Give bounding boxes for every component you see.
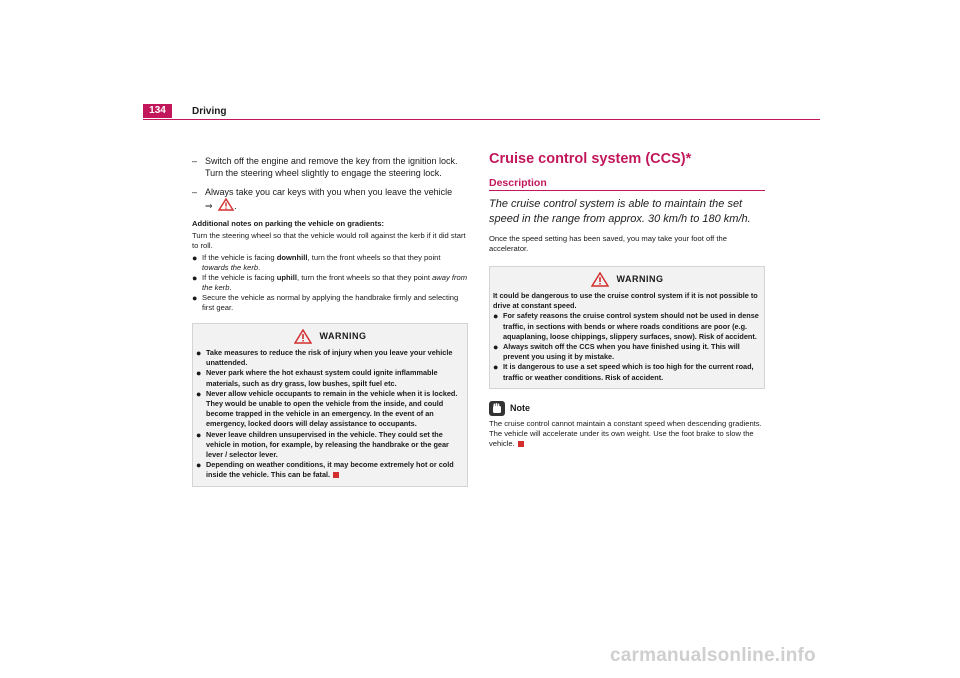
end-of-section-icon	[518, 441, 524, 447]
instruction-step: – Switch off the engine and remove the key from the ignition lock. Turn the steering wheel slightly to engage the steering lock.	[192, 155, 468, 179]
warning-item: ● Never leave children unsupervised in the vehicle. They could set the vehicle in motion, for example, by releasing the handbrake or the gear lever / selector lever.	[196, 429, 449, 460]
warning-item: ● Never park where the hot exhaust system could ignite inflammable materials, such as dry grass, low bushes, spilt fuel etc.	[196, 368, 438, 388]
gradient-heading: Additional notes on parking the vehicle on gradients:	[192, 219, 384, 228]
warning-item: ● For safety reasons the cruise control system should not be used in dense traffic, in sections with bends or where roads conditions are poor (e.g. aquaplaning, loose chippings, slippery surfaces, snow). Risk of accident.	[493, 311, 759, 341]
warning-title: WARNING	[616, 274, 664, 285]
warning-item: ● Always switch off the CCS when you have finished using it. This will prevent you using it by mistake.	[493, 342, 740, 362]
gradient-intro: Turn the steering wheel so that the vehicle would roll against the kerb if it did start to roll.	[192, 231, 466, 250]
cross-ref-arrow[interactable]: ⇒	[205, 201, 213, 211]
step-text: Always take you car keys with you when you leave the vehicle	[205, 187, 453, 197]
bullet-icon: ●	[192, 253, 198, 263]
note-heading	[489, 401, 765, 416]
list-item: ● If the vehicle is facing downhill, turn the front wheels so that they point towards the kerb.	[192, 253, 441, 272]
note-text: The cruise control cannot maintain a constant speed when descending gradients. The vehicle will accelerate under its own weight. Use the foot brake to slow the vehicle.	[489, 418, 762, 448]
right-column	[489, 151, 765, 449]
section-title: Description	[489, 178, 765, 191]
warning-item: ● Never allow vehicle occupants to remain in the vehicle when it is locked. They would be unable to open the vehicle from the inside, and could become trapped in the vehicle in an emergency. In the event of an emergency, locked doors will delay assistance to occupants.	[196, 388, 458, 429]
warning-ref-icon[interactable]	[218, 198, 234, 211]
warning-intro: It could be dangerous to use the cruise control system if it is not possible to drive at constant speed.	[493, 291, 758, 311]
chapter-title: Cruise control system (CCS)*	[489, 151, 692, 167]
bullet-icon: ●	[192, 293, 198, 303]
watermark: carmanualsonline.info	[610, 645, 816, 666]
step-text: Switch off the engine and remove the key from the ignition lock. Turn the steering wheel slightly to engage the steering lock.	[205, 156, 458, 178]
end-of-section-icon	[333, 472, 339, 478]
list-item: ● If the vehicle is facing uphill, turn the front wheels so that they point away from the kerb.	[192, 273, 468, 292]
lead-text: The cruise control system is able to maintain the set speed in the range from approx. 30 km/h to 180 km/h.	[489, 198, 751, 225]
note-title: Note	[510, 403, 530, 414]
bullet-icon: ●	[192, 273, 198, 283]
instruction-step: – Always take you car keys with you when you leave the vehicle ⇒ .	[192, 187, 453, 211]
warning-triangle-icon	[591, 272, 609, 287]
warning-title: WARNING	[319, 331, 367, 342]
left-column	[192, 155, 468, 487]
body-text: Once the speed setting has been saved, you may take your foot off the accelerator.	[489, 234, 727, 253]
warning-item: ● Take measures to reduce the risk of injury when you leave your vehicle unattended.	[196, 348, 453, 368]
list-item: ● Secure the vehicle as normal by applying the handbrake firmly and selecting first gear.	[192, 293, 459, 312]
warning-box	[192, 323, 468, 487]
warning-box	[489, 266, 765, 389]
running-header: Driving	[192, 106, 227, 117]
warning-triangle-icon	[294, 329, 312, 344]
note-hand-icon	[489, 401, 505, 416]
warning-item: ● Depending on weather conditions, it may become extremely hot or cold inside the vehicle. This can be fatal.	[196, 460, 454, 480]
header-rule	[143, 119, 820, 120]
warning-item: ● It is dangerous to use a set speed which is too high for the current road, traffic or weather conditions. Risk of accident.	[493, 362, 754, 382]
page-number: 134	[143, 104, 172, 118]
